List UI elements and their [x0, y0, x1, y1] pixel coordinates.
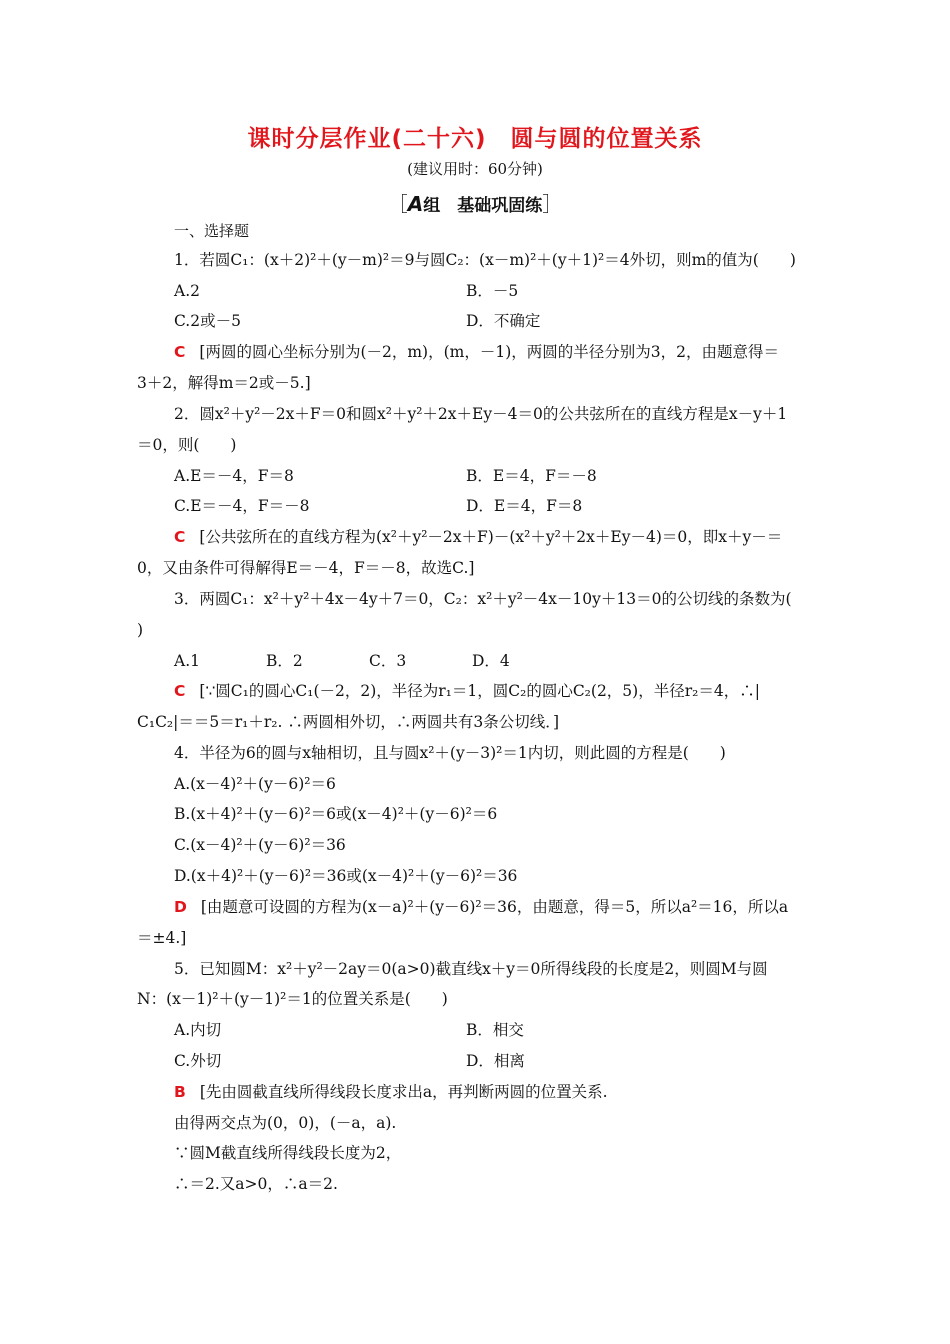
- answer-4-cont: ＝±4.]: [137, 929, 187, 947]
- q4-option-b: B.(x＋4)²＋(y－6)²＝6或(x－4)²＋(y－6)²＝6: [174, 805, 498, 823]
- q1-option-a: A.2: [174, 282, 200, 300]
- answer-5: [174, 1082, 608, 1102]
- q5-option-c: C.外切: [174, 1052, 222, 1070]
- q3-option-c: C．3: [369, 652, 407, 670]
- answer-5-text: [先由圆截直线所得线段长度求出a，再判断两圆的位置关系.: [199, 1083, 608, 1101]
- group-letter: A: [407, 192, 424, 216]
- question-3-cont: ): [137, 621, 144, 639]
- group-label: 组 基础巩固练: [423, 196, 543, 216]
- answer-2-letter: C: [174, 528, 186, 546]
- section-heading: 一、选择题: [174, 222, 250, 240]
- answer-2: [174, 527, 782, 547]
- q1-option-d: D．不确定: [466, 312, 541, 330]
- answer-1-cont: 3＋2，解得m＝2或－5.]: [137, 374, 311, 392]
- answer-3-cont: C₁C₂|＝＝5＝r₁＋r₂. ∴两圆相外切，∴两圆共有3条公切线．]: [137, 713, 559, 731]
- question-2-cont: ＝0，则( ): [137, 436, 237, 454]
- q4-option-c: C.(x－4)²＋(y－6)²＝36: [174, 836, 346, 854]
- answer-3-text: [∵圆C₁的圆心C₁(－2，2)，半径为r₁＝1，圆C₂的圆心C₂(2，5)，半径r₂＝4，∴|: [199, 682, 760, 700]
- answer-5-letter: B: [174, 1083, 186, 1101]
- question-5: 5．已知圆M：x²＋y²－2ay＝0(a>0)截直线x＋y＝0所得线段的长度是2，则圆M与圆: [174, 960, 768, 978]
- question-2: 2．圆x²＋y²－2x＋F＝0和圆x²＋y²＋2x＋Ey－4＝0的公共弦所在的直线方程是x－y＋1: [174, 405, 788, 423]
- q3-option-d: D．4: [472, 652, 510, 670]
- page-title: 课时分层作业(二十六) 圆与圆的位置关系: [247, 126, 703, 152]
- q2-option-d: D．E＝4，F＝8: [466, 497, 583, 515]
- answer-3: [174, 681, 760, 701]
- suggested-time: (建议用时：60分钟): [407, 160, 543, 178]
- answer-1-text: [两圆的圆心坐标分别为(－2，m)，(m，－1)，两圆的半径分别为3，2，由题意得＝: [199, 343, 779, 361]
- answer-2-text: [公共弦所在的直线方程为(x²＋y²－2x＋F)－(x²＋y²＋2x＋Ey－4)＝0，即x＋y－＝: [199, 528, 783, 546]
- q1-option-b: B．－5: [466, 282, 519, 300]
- q4-option-d: D.(x＋4)²＋(y－6)²＝36或(x－4)²＋(y－6)²＝36: [174, 867, 518, 885]
- answer-4: [174, 897, 788, 917]
- answer-4-letter: D: [174, 898, 187, 916]
- q2-option-c: C.E＝－4，F＝－8: [174, 497, 310, 515]
- bracket-open: ［: [387, 192, 408, 216]
- answer-1: [174, 342, 779, 362]
- q3-option-b: B．2: [266, 652, 303, 670]
- q4-option-a: A.(x－4)²＋(y－6)²＝6: [174, 775, 336, 793]
- answer-1-letter: C: [174, 343, 186, 361]
- q5-option-a: A.内切: [174, 1021, 222, 1039]
- q3-option-a: A.1: [174, 652, 200, 670]
- q5-option-d: D．相离: [466, 1052, 525, 1070]
- question-4: 4．半径为6的圆与x轴相切，且与圆x²＋(y－3)²＝1内切，则此圆的方程是( ): [174, 744, 726, 762]
- q1-option-c: C.2或－5: [174, 312, 241, 330]
- answer-5-step-2: ∵圆M截直线所得线段长度为2，: [174, 1144, 402, 1162]
- answer-5-step-3: ∴＝2.又a>0，∴a＝2.: [174, 1175, 338, 1193]
- group-heading: [0, 188, 950, 217]
- q2-option-a: A.E＝－4，F＝8: [174, 467, 294, 485]
- question-3: 3．两圆C₁：x²＋y²＋4x－4y＋7＝0，C₂：x²＋y²－4x－10y＋13＝0的公切线的条数为(: [174, 590, 792, 608]
- q5-option-b: B．相交: [466, 1021, 524, 1039]
- answer-5-step-1: 由得两交点为(0，0)，(－a，a).: [174, 1114, 397, 1132]
- answer-3-letter: C: [174, 682, 186, 700]
- answer-2-cont: 0，又由条件可得解得E＝－4，F＝－8，故选C.]: [137, 559, 475, 577]
- question-1: 1．若圆C₁：(x＋2)²＋(y－m)²＝9与圆C₂：(x－m)²＋(y＋1)²＝4外切，则m的值为( ): [174, 251, 796, 269]
- q2-option-b: B．E＝4，F＝－8: [466, 467, 597, 485]
- question-5-cont: N：(x－1)²＋(y－1)²＝1的位置关系是( ): [137, 990, 448, 1008]
- answer-4-text: [由题意可设圆的方程为(x－a)²＋(y－6)²＝36，由题意，得＝5，所以a²＝16，所以a: [200, 898, 789, 916]
- bracket-close: ］: [542, 192, 563, 216]
